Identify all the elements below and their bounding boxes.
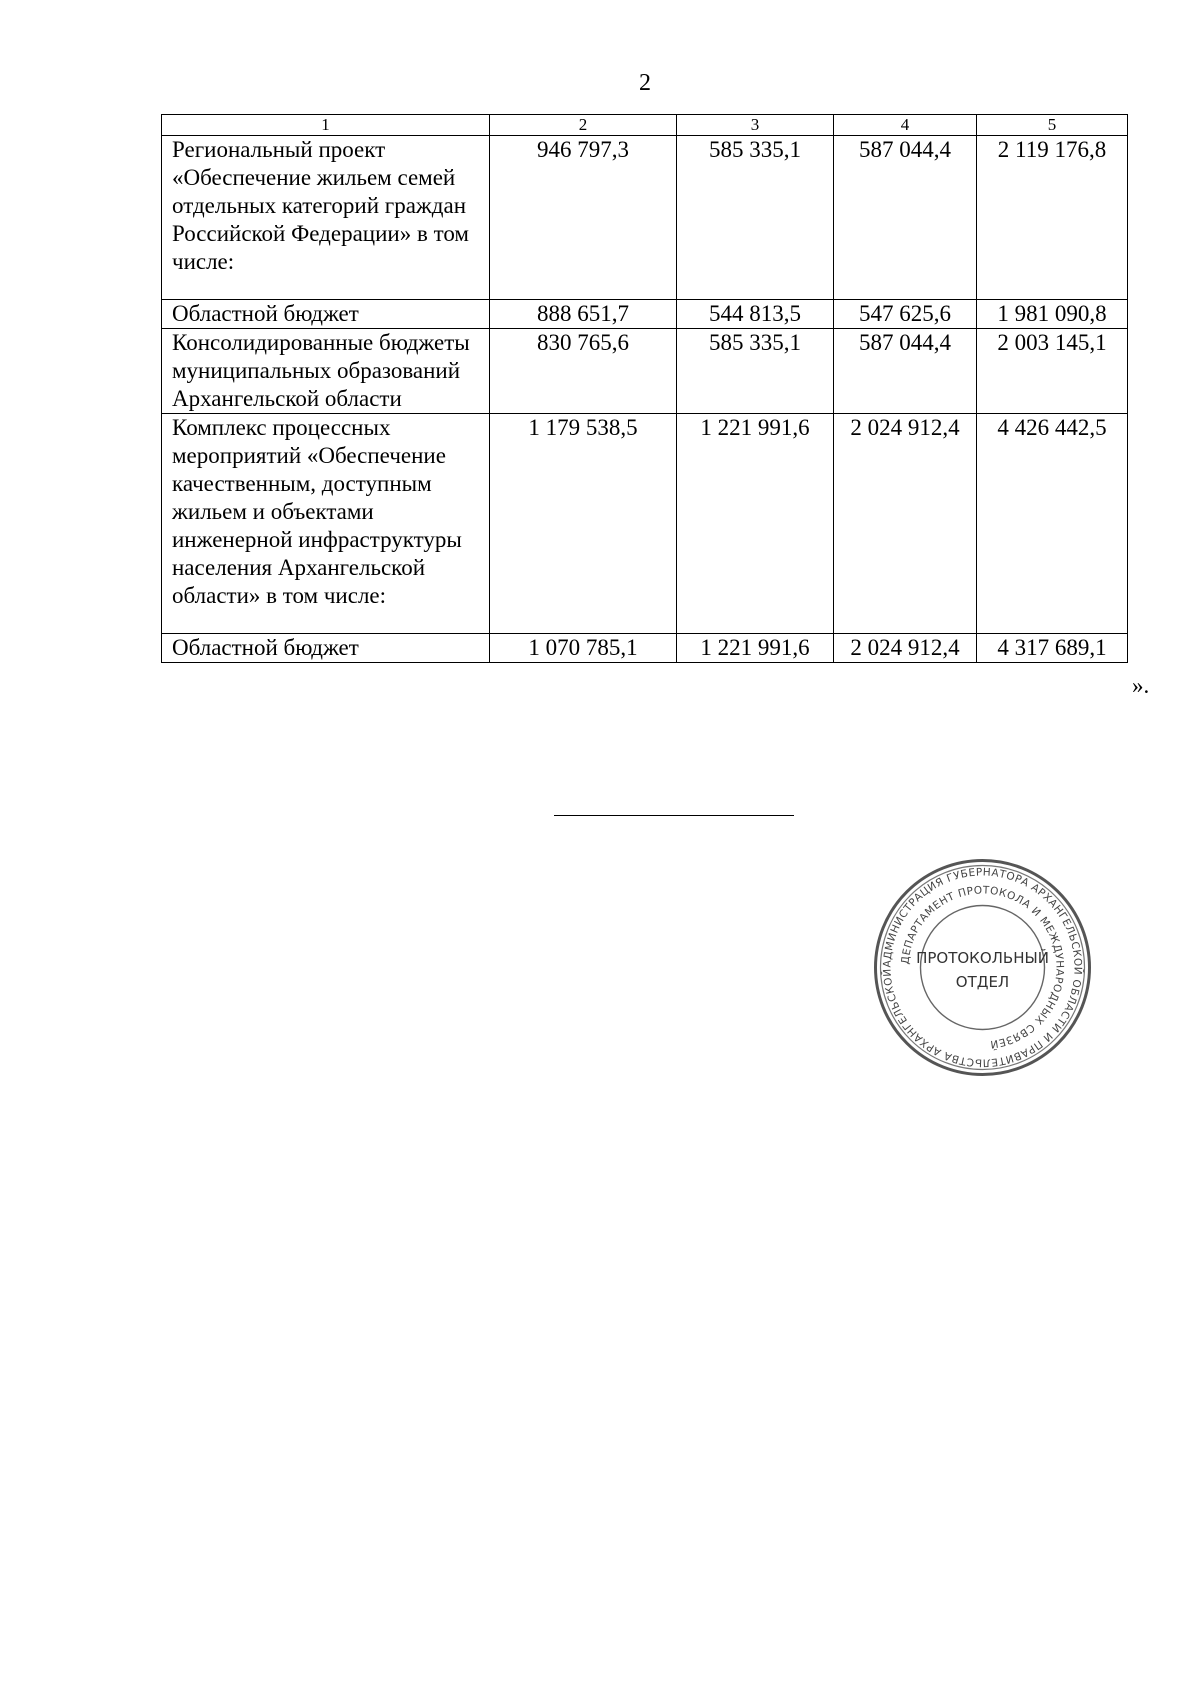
cell-value: 888 651,7 [490, 300, 677, 329]
column-header: 1 [162, 115, 490, 136]
column-header: 4 [834, 115, 977, 136]
cell-value: 4 426 442,5 [977, 414, 1128, 634]
cell-value: 1 221 991,6 [677, 634, 834, 663]
stamp-icon [870, 855, 1095, 1080]
table-row [162, 300, 1128, 329]
column-header: 5 [977, 115, 1128, 136]
row-label: Областной бюджет [162, 300, 490, 329]
cell-value: 4 317 689,1 [977, 634, 1128, 663]
table-row [162, 329, 1128, 414]
cell-value: 1 221 991,6 [677, 414, 834, 634]
separator-line [554, 815, 794, 816]
cell-value: 2 003 145,1 [977, 329, 1128, 414]
cell-value: 587 044,4 [834, 136, 977, 300]
cell-value: 1 981 090,8 [977, 300, 1128, 329]
closing-quote: ». [1132, 673, 1150, 698]
official-stamp [870, 855, 1095, 1080]
stamp-middle-text: ДЕПАРТАМЕНТ ПРОТОКОЛА И МЕЖДУНАРОДНЫХ СВЯЗЕЙ [899, 884, 1066, 1051]
cell-value: 2 024 912,4 [834, 634, 977, 663]
table-row [162, 634, 1128, 663]
cell-value: 946 797,3 [490, 136, 677, 300]
column-header: 3 [677, 115, 834, 136]
table-row [162, 136, 1128, 300]
cell-value: 1 070 785,1 [490, 634, 677, 663]
stamp-outer-text: АДМИНИСТРАЦИЯ ГУБЕРНАТОРА АРХАНГЕЛЬСКОЙ ОБЛАСТИ И ПРАВИТЕЛЬСТВА АРХАНГЕЛЬСКОЙ [881, 866, 1084, 1069]
cell-value: 587 044,4 [834, 329, 977, 414]
stamp-inner-line1: ПРОТОКОЛЬНЫЙ [916, 949, 1049, 967]
cell-value: 544 813,5 [677, 300, 834, 329]
cell-value: 2 024 912,4 [834, 414, 977, 634]
row-label: Областной бюджет [162, 634, 490, 663]
cell-value: 585 335,1 [677, 136, 834, 300]
table-row [162, 414, 1128, 634]
row-label: Комплекс процессных мероприятий «Обеспечение качественным, доступным жильем и объектами инженерной инфраструктуры населения Архангельской области» в том числе: [162, 414, 490, 634]
stamp-inner-line2: ОТДЕЛ [955, 973, 1010, 991]
cell-value: 2 119 176,8 [977, 136, 1128, 300]
cell-value: 830 765,6 [490, 329, 677, 414]
column-header: 2 [490, 115, 677, 136]
row-label: Консолидированные бюджеты муниципальных образований Архангельской области [162, 329, 490, 414]
row-label: Региональный проект «Обеспечение жильем семей отдельных категорий граждан Российской Федерации» в том числе: [162, 136, 490, 300]
budget-table [161, 114, 1128, 663]
cell-value: 1 179 538,5 [490, 414, 677, 634]
page-number: 2 [639, 70, 651, 96]
cell-value: 547 625,6 [834, 300, 977, 329]
table-header-row [162, 115, 1128, 136]
cell-value: 585 335,1 [677, 329, 834, 414]
